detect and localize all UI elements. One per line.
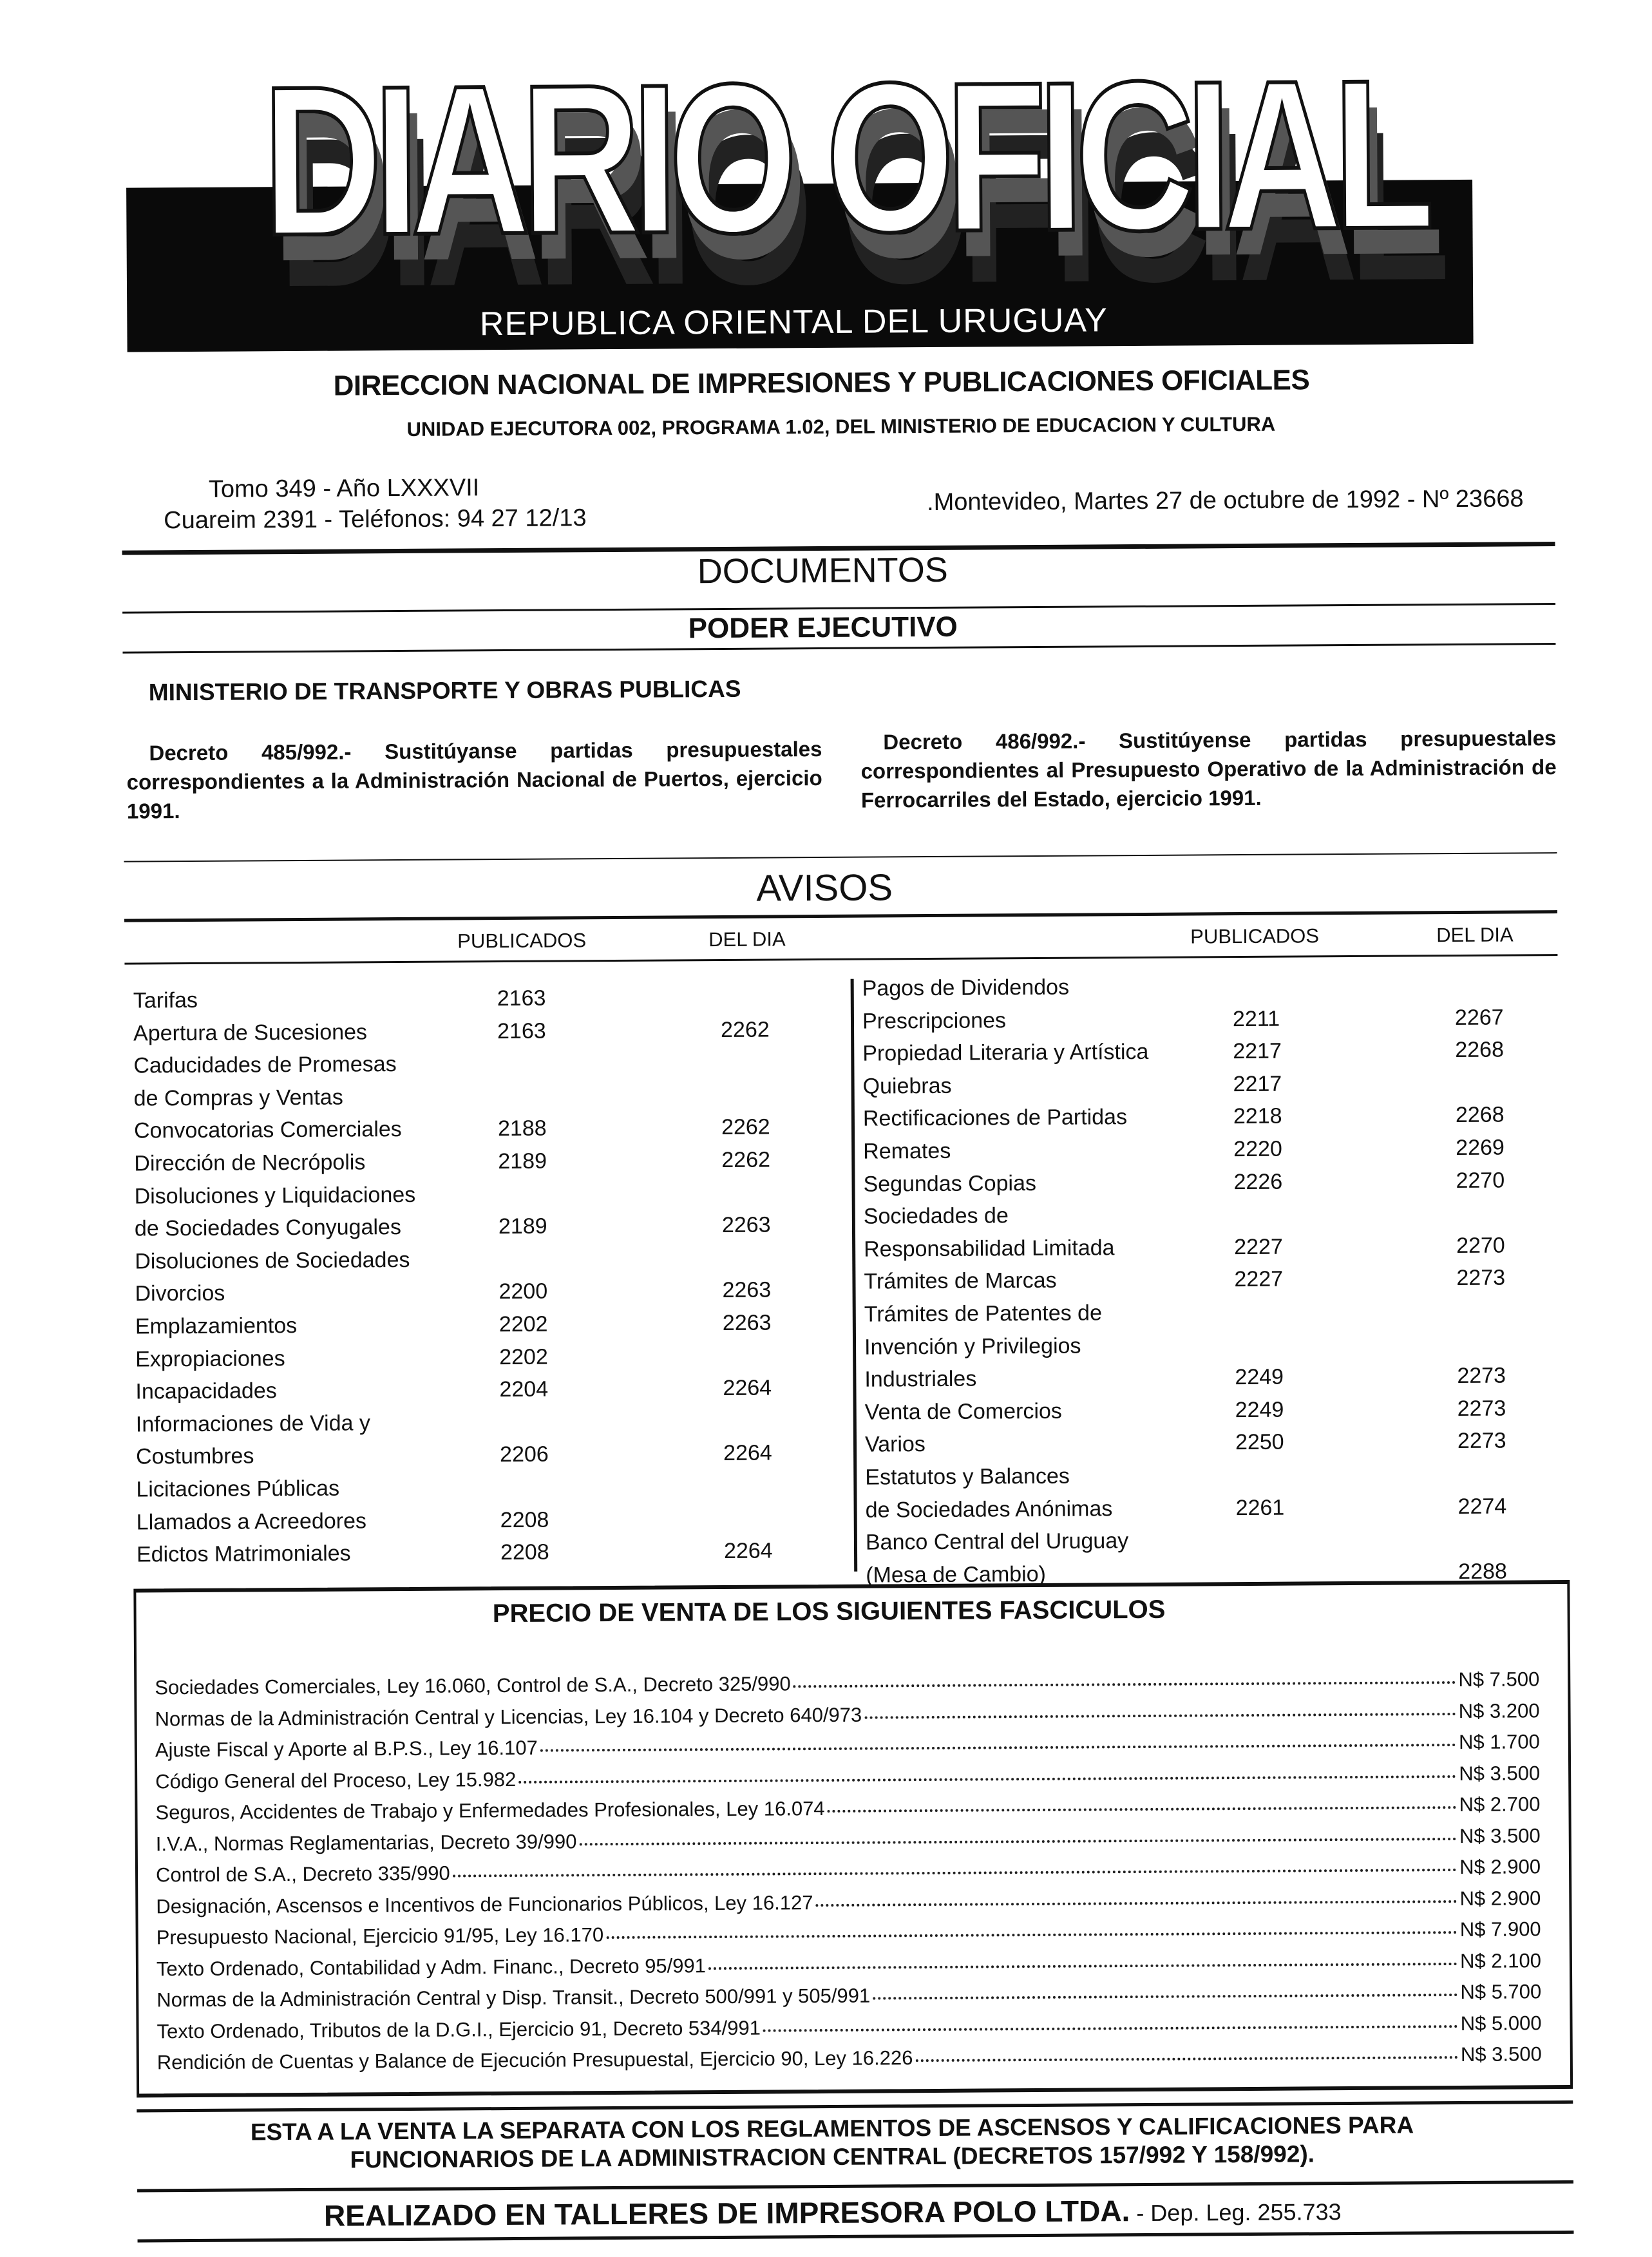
notice-category: Industriales: [864, 1366, 977, 1392]
day-page: 2263: [722, 1277, 772, 1303]
publication-title: Normas de la Administración Central y Licencias, Ley 16.104 y Decreto 640/973: [155, 1703, 862, 1730]
column-header-of-day: DEL DIA: [1436, 923, 1514, 947]
publication-title: Designación, Ascensos e Incentivos de Funcionarios Públicos, Ley 16.127: [156, 1890, 813, 1918]
notice-row[interactable]: [134, 1078, 830, 1115]
published-page: 2163: [497, 986, 546, 1011]
notice-row[interactable]: [135, 1241, 830, 1278]
notice-category: Estatutos y Balances: [865, 1463, 1070, 1490]
notice-category: Disoluciones de Sociedades: [135, 1247, 410, 1274]
section-title-documents: DOCUMENTOS: [697, 550, 948, 591]
day-page: 2264: [723, 1440, 772, 1466]
notice-row[interactable]: [135, 1306, 831, 1343]
notices-list-left: [133, 980, 833, 1571]
notice-row[interactable]: [864, 1327, 1560, 1364]
day-page: 2267: [1454, 1005, 1504, 1030]
notice-category: de Sociedades Anónimas: [865, 1496, 1113, 1523]
masthead-subtitle: REPUBLICA ORIENTAL DEL URUGUAY: [479, 301, 1108, 343]
day-page: 2270: [1456, 1233, 1505, 1258]
day-page: 2262: [721, 1147, 771, 1172]
notice-row[interactable]: [864, 1261, 1559, 1298]
published-page: 2249: [1235, 1397, 1284, 1422]
notice-row[interactable]: [135, 1371, 831, 1408]
notice-row[interactable]: [136, 1436, 831, 1473]
day-page: 2268: [1455, 1037, 1505, 1063]
published-page: 2217: [1233, 1071, 1282, 1096]
sale-notice-line: ESTA A LA VENTA LA SEPARATA CON LOS REGLAMENTOS DE ASCENSOS Y CALIFICACIONES PARA: [250, 2111, 1414, 2146]
divider: [124, 954, 1557, 965]
notice-row[interactable]: [135, 1273, 830, 1310]
notice-category: Sociedades de: [863, 1203, 1009, 1229]
notice-row[interactable]: [864, 1229, 1559, 1266]
dot-leader: [606, 1931, 1457, 1939]
notice-category: Invención y Privilegios: [864, 1333, 1081, 1360]
day-page: 2262: [720, 1017, 770, 1042]
notice-category: Banco Central del Uruguay: [865, 1528, 1129, 1555]
notice-category: Incapacidades: [135, 1378, 277, 1404]
published-page: 2227: [1234, 1266, 1284, 1292]
publication-price: N$ 7.500: [1458, 1668, 1540, 1691]
notice-category: Apertura de Sucesiones: [133, 1019, 368, 1046]
section-title-notices: AVISOS: [756, 866, 893, 909]
notice-row[interactable]: [135, 1208, 830, 1245]
publication-title: Normas de la Administración Central y Disp. Transit., Decreto 500/991 y 505/991: [157, 1984, 871, 2012]
notice-category: Responsabilidad Limitada: [864, 1235, 1115, 1262]
notice-row[interactable]: [134, 1110, 830, 1147]
publication-price: N$ 2.900: [1459, 1855, 1541, 1878]
publication-price: N$ 2.700: [1459, 1793, 1541, 1816]
publication-price: N$ 2.100: [1459, 1948, 1542, 1972]
notice-category: Emplazamientos: [135, 1313, 298, 1339]
notice-row[interactable]: [134, 1176, 830, 1213]
decree-item[interactable]: Decreto 485/992.- Sustitúyanse partidas presupuestales correspondientes a la Administración Nacional de Puertos, ejercicio 1991.: [126, 737, 822, 823]
publication-price: N$ 3.500: [1460, 2043, 1542, 2066]
column-header-of-day: DEL DIA: [708, 928, 786, 951]
notice-row[interactable]: [137, 1534, 832, 1571]
day-page: 2270: [1456, 1168, 1505, 1193]
notice-category: Trámites de Patentes de: [864, 1300, 1103, 1327]
published-page: 2208: [500, 1539, 549, 1565]
published-page: 2250: [1235, 1429, 1284, 1455]
notice-row[interactable]: [864, 1359, 1560, 1396]
notice-category: Varios: [864, 1432, 926, 1457]
publication-title: Texto Ordenado, Contabilidad y Adm. Financ., Decreto 95/991: [156, 1954, 707, 1980]
day-page: 2268: [1455, 1102, 1505, 1128]
publication-price: N$ 5.700: [1460, 1980, 1542, 2003]
notice-row[interactable]: [137, 1501, 832, 1538]
published-page: 2204: [499, 1376, 549, 1402]
agency-subtitle: UNIDAD EJECUTORA 002, PROGRAMA 1.02, DEL MINISTERIO DE EDUCACION Y CULTURA: [406, 412, 1276, 441]
legal-deposit: - Dep. Leg. 255.733: [1130, 2198, 1342, 2227]
notice-category: Caducidades de Promesas: [133, 1052, 397, 1078]
column-header-published: PUBLICADOS: [1190, 924, 1320, 948]
published-page: 2188: [497, 1116, 547, 1141]
publication-title: I.V.A., Normas Reglamentarias, Decreto 39/990: [155, 1829, 577, 1855]
day-page: 2263: [721, 1212, 771, 1238]
notice-category: (Mesa de Cambio): [866, 1561, 1047, 1588]
notice-row[interactable]: [863, 1098, 1559, 1135]
dot-leader: [816, 1900, 1457, 1907]
price-list-title: PRECIO DE VENTA DE LOS SIGUIENTES FASCICULOS: [492, 1595, 1166, 1628]
masthead: [113, 35, 1474, 352]
notice-category: Llamados a Acreedores: [136, 1508, 367, 1535]
publication-price: N$ 3.200: [1458, 1699, 1540, 1722]
issue-address: Cuareim 2391 - Teléfonos: 94 27 12/13: [164, 504, 587, 535]
publication-title: Presupuesto Nacional, Ejercicio 91/95, Ley 16.170: [156, 1923, 604, 1949]
published-page: 2163: [497, 1018, 546, 1043]
notice-category: Tarifas: [133, 987, 198, 1013]
published-page: 2189: [498, 1148, 547, 1174]
notice-row[interactable]: [863, 1131, 1559, 1168]
notice-row[interactable]: [863, 1164, 1559, 1201]
published-page: 2211: [1232, 1006, 1280, 1031]
published-page: 2206: [499, 1442, 549, 1467]
notice-row[interactable]: [866, 1522, 1561, 1559]
day-page: 2288: [1458, 1559, 1507, 1584]
publication-price: N$ 3.500: [1459, 1824, 1541, 1847]
day-page: 2273: [1457, 1428, 1506, 1454]
publication-title: Control de S.A., Decreto 335/990: [155, 1862, 450, 1887]
notice-row[interactable]: [865, 1457, 1561, 1494]
day-page: 2273: [1456, 1265, 1506, 1291]
published-page: 2261: [1235, 1495, 1285, 1520]
decree-item[interactable]: Decreto 486/992.- Sustitúyense partidas presupuestales correspondientes al Presupuesto Operativo de la Administración de Ferrocarriles del Estado, ejercicio 1991.: [860, 726, 1557, 812]
notice-row[interactable]: [862, 968, 1558, 1005]
notice-row[interactable]: [862, 1033, 1558, 1070]
day-page: 2269: [1456, 1135, 1505, 1160]
notice-category: de Compras y Ventas: [133, 1085, 343, 1111]
dot-leader: [793, 1681, 1456, 1688]
notice-category: de Sociedades Conyugales: [134, 1215, 402, 1241]
day-page: 2264: [723, 1538, 773, 1564]
published-page: 2202: [498, 1311, 548, 1337]
notice-category: Informaciones de Vida y: [135, 1411, 371, 1437]
dot-leader: [540, 1744, 1456, 1752]
notice-row[interactable]: [133, 980, 829, 1017]
ministry-heading: MINISTERIO DE TRANSPORTE Y OBRAS PUBLICAS: [148, 675, 741, 706]
publication-title: Seguros, Accidentes de Trabajo y Enfermedades Profesionales, Ley 16.074: [155, 1797, 825, 1824]
day-page: 2263: [722, 1310, 772, 1335]
printer-name: REALIZADO EN TALLERES DE IMPRESORA POLO LTDA.: [323, 2194, 1130, 2233]
divider: [124, 852, 1557, 862]
notice-row[interactable]: [135, 1338, 831, 1375]
notice-category: Quiebras: [862, 1073, 952, 1099]
notice-category: Licitaciones Públicas: [136, 1476, 340, 1502]
notice-row[interactable]: [136, 1404, 831, 1441]
published-page: 2208: [500, 1507, 549, 1532]
issue-dateline: .Montevideo, Martes 27 de octubre de 1992 - Nº 23668: [926, 485, 1524, 517]
publication-title: Sociedades Comerciales, Ley 16.060, Control de S.A., Decreto 325/990: [155, 1672, 791, 1699]
notice-category: Divorcios: [135, 1281, 225, 1306]
publication-title: Código General del Proceso, Ley 15.982: [155, 1767, 517, 1793]
day-page: 2273: [1457, 1396, 1506, 1421]
publication-price: N$ 1.700: [1458, 1730, 1540, 1754]
notice-row[interactable]: [865, 1424, 1561, 1461]
published-page: 2249: [1235, 1364, 1284, 1390]
dot-leader: [915, 2056, 1458, 2062]
dot-leader: [828, 1806, 1457, 1813]
notice-category: Pagos de Dividendos: [862, 975, 1070, 1001]
published-page: 2189: [498, 1214, 547, 1239]
masthead-title: DIARIO OFICIAL: [261, 35, 1427, 280]
notice-category: Costumbres: [135, 1443, 254, 1469]
notice-row[interactable]: [865, 1392, 1561, 1429]
published-page: 2202: [499, 1344, 548, 1369]
publication-price: N$ 3.500: [1459, 1761, 1541, 1785]
notice-category: Venta de Comercios: [864, 1398, 1062, 1425]
publication-title: Ajuste Fiscal y Aporte al B.P.S., Ley 16.107: [155, 1736, 538, 1762]
published-page: 2218: [1233, 1104, 1282, 1129]
published-page: 2200: [498, 1279, 548, 1304]
day-page: 2273: [1457, 1363, 1506, 1389]
dot-leader: [518, 1775, 1456, 1784]
column-divider: [851, 979, 858, 1572]
notice-row[interactable]: [133, 1013, 829, 1050]
publication-price: N$ 7.900: [1459, 1918, 1541, 1941]
notice-row[interactable]: [134, 1143, 830, 1180]
publication-price: N$ 2.900: [1459, 1886, 1541, 1910]
price-list: [155, 1664, 1542, 2079]
publication-title: Texto Ordenado, Tributos de la D.G.I., Ejercicio 91, Decreto 534/991: [157, 2016, 761, 2043]
notice-category: Remates: [863, 1138, 951, 1164]
notice-category: Rectificaciones de Partidas: [862, 1105, 1128, 1132]
issue-volume: Tomo 349 - Año LXXXVII: [208, 474, 480, 503]
dot-leader: [763, 2025, 1458, 2032]
notice-category: Convocatorias Comerciales: [133, 1117, 402, 1143]
publication-title: Rendición de Cuentas y Balance de Ejecución Presupuestal, Ejercicio 90, Ley 16.226: [157, 2046, 913, 2074]
sale-notice: [6, 2109, 1652, 2176]
notices-list-right: [862, 968, 1562, 1592]
divider: [137, 2100, 1573, 2113]
published-page: 2226: [1233, 1169, 1283, 1194]
notice-row[interactable]: [133, 1045, 829, 1082]
notice-category: Propiedad Literaria y Artística: [862, 1040, 1149, 1066]
notice-row[interactable]: [862, 1001, 1558, 1038]
day-page: 2274: [1457, 1494, 1507, 1519]
notice-category: Prescripciones: [862, 1007, 1007, 1034]
divider: [137, 2180, 1573, 2193]
notice-category: Disoluciones y Liquidaciones: [134, 1182, 416, 1209]
notice-category: Edictos Matrimoniales: [136, 1541, 351, 1567]
dot-leader: [873, 1994, 1457, 2000]
agency-title: DIRECCION NACIONAL DE IMPRESIONES Y PUBLICACIONES OFICIALES: [333, 364, 1310, 402]
dot-leader: [453, 1869, 1457, 1878]
notice-row[interactable]: [865, 1490, 1561, 1527]
section-title-executive: PODER EJECUTIVO: [688, 611, 958, 645]
printer-footer: [6, 2190, 1652, 2235]
notice-category: Expropiaciones: [135, 1346, 285, 1372]
dot-leader: [864, 1713, 1456, 1719]
published-page: 2217: [1233, 1038, 1282, 1064]
notice-row[interactable]: [862, 1066, 1558, 1103]
published-page: 2227: [1234, 1234, 1283, 1259]
notice-row[interactable]: [864, 1294, 1560, 1331]
dot-leader: [579, 1838, 1457, 1845]
notice-category: Trámites de Marcas: [864, 1268, 1057, 1294]
publication-price: N$ 5.000: [1460, 2011, 1542, 2035]
published-page: 2220: [1233, 1136, 1282, 1162]
dot-leader: [708, 1963, 1457, 1970]
day-page: 2264: [723, 1375, 772, 1401]
notice-row[interactable]: [864, 1196, 1559, 1233]
notice-category: Dirección de Necrópolis: [134, 1150, 366, 1176]
column-header-published: PUBLICADOS: [457, 929, 587, 953]
notice-row[interactable]: [136, 1469, 831, 1506]
issue-info: [164, 471, 587, 536]
day-page: 2262: [721, 1114, 770, 1140]
sale-notice-line: FUNCIONARIOS DE LA ADMINISTRACION CENTRAL (DECRETOS 157/992 Y 158/992).: [350, 2140, 1315, 2173]
notice-category: Segundas Copias: [863, 1170, 1037, 1197]
